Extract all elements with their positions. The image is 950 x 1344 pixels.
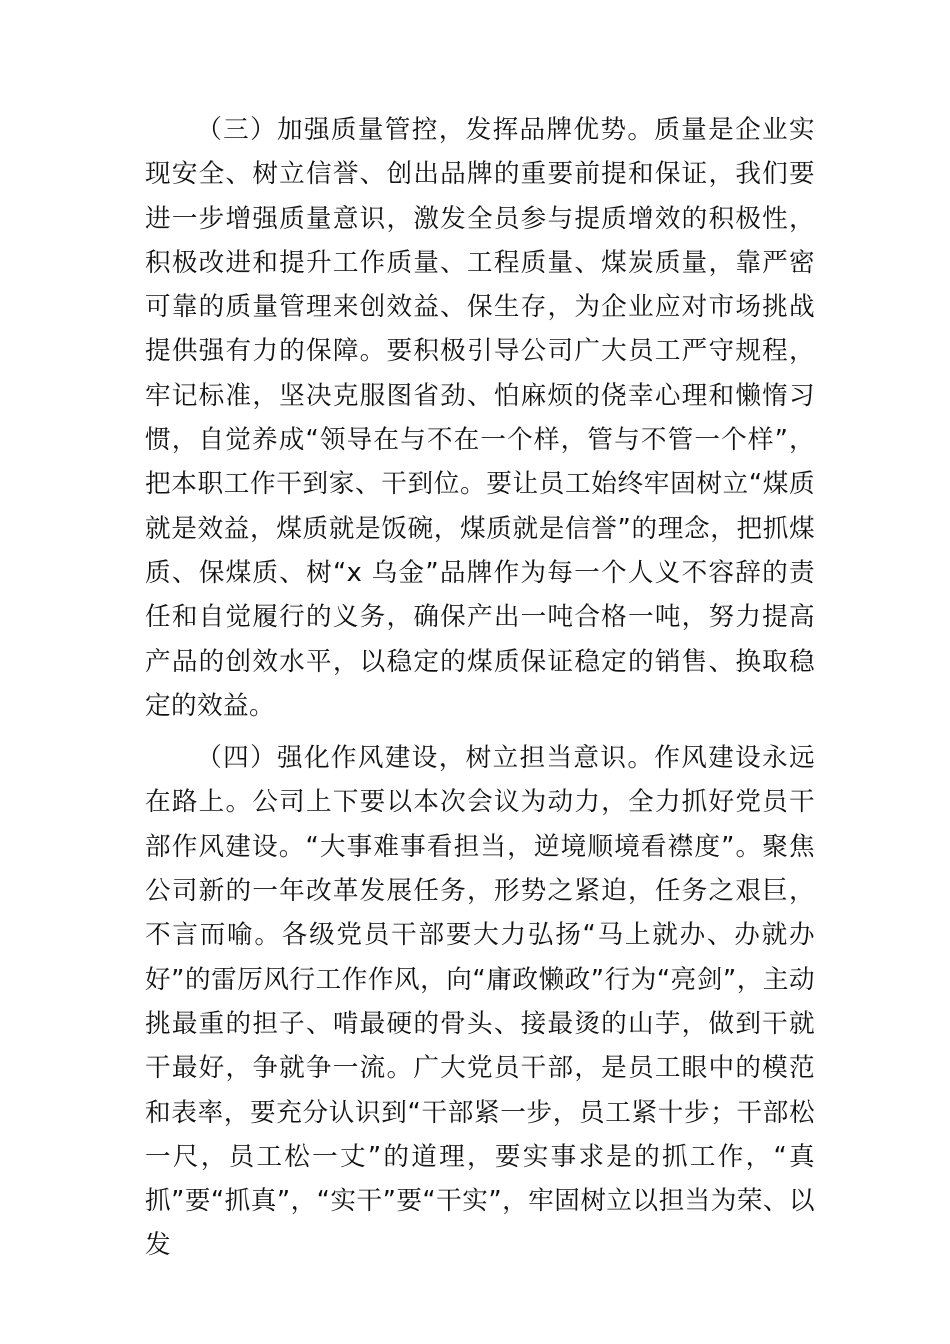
paragraph-work-style: （四）强化作风建设，树立担当意识。作风建设永远在路上。公司上下要以本次会议为动力，全力抓好党员干部作风建设。“大事难事看担当，逆境顺境看襟度”。聚焦公司新的一年改革发展任务，形势之紧迫，任务之艰巨，不言而喻。各级党员干部要大力弘扬“马上就办、办就办好”的雷厉风行工作作风，向“庸政懒政”行为“亮剑”，主动挑最重的担子、啃最硬的骨头、接最烫的山芋，做到干就干最好，争就争一流。广大党员干部，是员工眼中的模范和表率，要充分认识到“干部紧一步，员工紧十步；干部松一尺，员工松一丈”的道理，要实事求是的抓工作，“真抓”要“抓真”，“实干”要“干实”，牢固树立以担当为荣、以发 (145, 743, 815, 1261)
paragraph-quality-control: （三）加强质量管控，发挥品牌优势。质量是企业实现安全、树立信誉、创出品牌的重要前提和保证，我们要进一步增强质量意识，激发全员参与提质增效的积极性，积极改进和提升工作质量、工程质量、煤炭质量，靠严密可靠的质量管理来创效益、保生存，为企业应对市场挑战提供强有力的保障。要积极引导公司广大员工严守规程，牢记标准，坚决克服图省劲、怕麻烦的侥幸心理和懒惰习惯，自觉养成“领导在与不在一个样，管与不管一个样”，把本职工作干到家、干到位。要让员工始终牢固树立“煤质就是效益，煤质就是饭碗，煤质就是信誉”的理念，把抓煤质、保煤质、树“x 乌金”品牌作为每一个人义不容辞的责任和自觉履行的义务，确保产出一吨合格一吨，努力提高产品的创效水平，以稳定的煤质保证稳定的销售、换取稳定的效益。 (145, 115, 815, 721)
document-body (145, 108, 815, 1268)
